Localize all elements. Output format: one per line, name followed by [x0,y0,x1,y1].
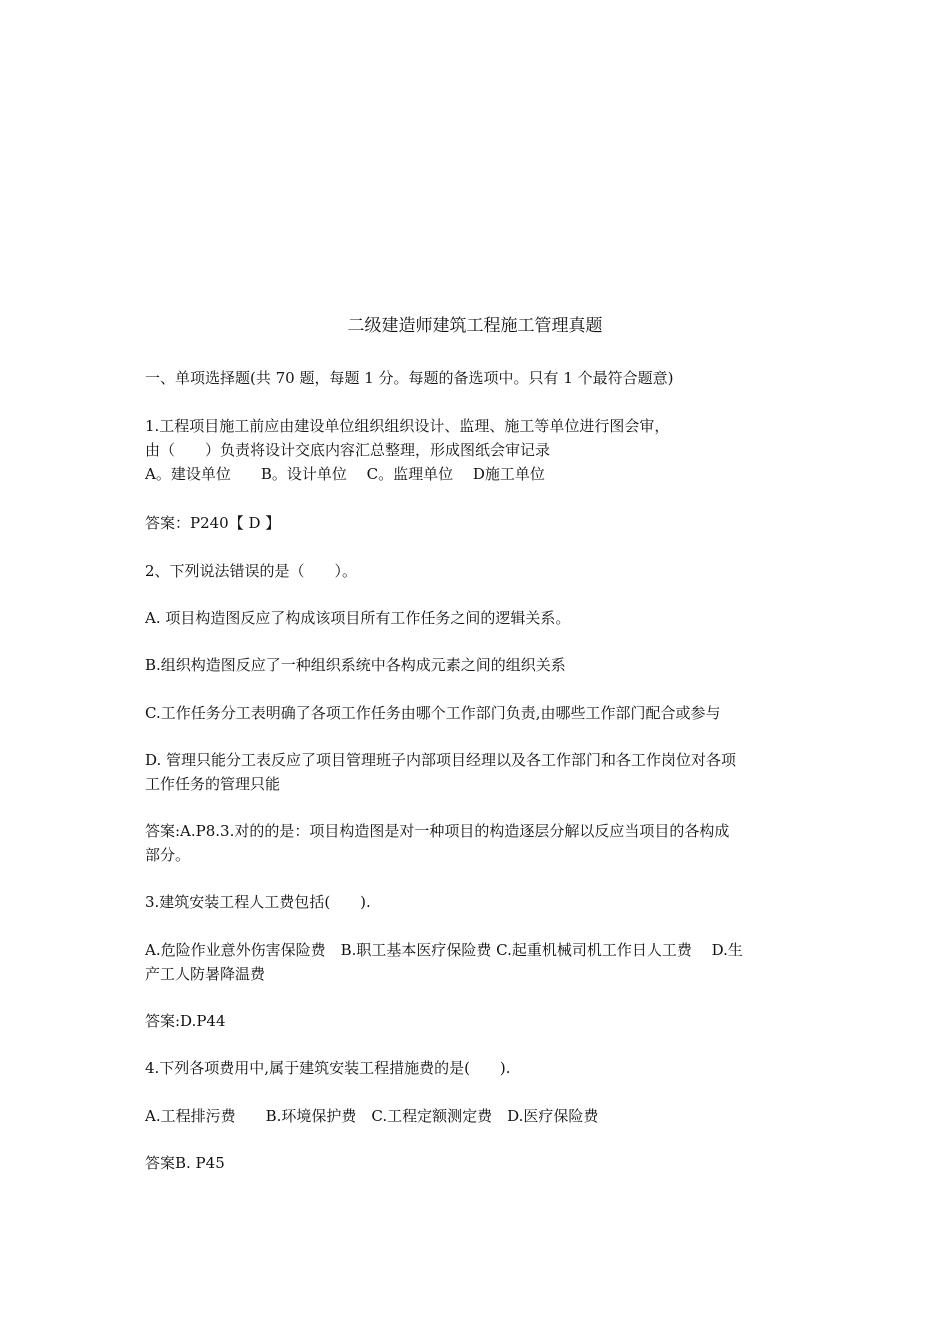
question-2-answer-line-2: 部分。 [145,846,191,864]
question-2-option-a: A. 项目构造图反应了构成该项目所有工作任务之间的逻辑关系。 [145,609,571,627]
question-3-options [145,938,810,986]
question-4-options: A.工程排污费 B.环境保护费 C.工程定额测定费 D.医疗保险费 [145,1107,599,1125]
question-3-options-line-2: 产工人防暑降温费 [145,965,266,983]
question-3-options-line-1: A.危险作业意外伤害保险费 B.职工基本医疗保险费 C.起重机械司机工作日人工费 D.生 [145,941,743,959]
question-1 [145,414,810,486]
question-4-stem: 4.下列各项费用中,属于建筑安装工程措施费的是( ). [145,1059,511,1077]
question-1-answer: 答案：P240【 D 】 [145,514,281,532]
question-1-line-1: 1.工程项目施工前应由建设单位组织组织设计、监理、施工等单位进行图会审， [145,417,670,435]
question-1-options: A。建设单位 B。设计单位 C。监理单位 D施工单位 [145,465,545,483]
question-1-line-2: 由（ ）负责将设计交底内容汇总整理，形成图纸会审记录 [145,441,551,459]
question-2-option-d [145,748,810,796]
question-2-answer [145,819,810,867]
question-2-option-d-line-2: 工作任务的管理只能 [145,775,281,793]
question-4-answer: 答案B. P45 [145,1154,225,1172]
question-2-answer-line-1: 答案:A.P8.3.对的的是：项目构造图是对一种项目的构造逐层分解以反应当项目的各构成 [145,822,730,840]
question-2-stem: 2、下列说法错误的是（ ）。 [145,562,358,580]
section-heading: 一、单项选择题(共 70 题，每题 1 分。每题的备选项中。只有 1 个最符合题意) [145,369,674,387]
question-2-option-b: B.组织构造图反应了一种组织系统中各构成元素之间的组织关系 [145,656,566,674]
question-2-option-c: C.工作任务分工表明确了各项工作任务由哪个工作部门负责,由哪些工作部门配合或参与 [145,704,721,722]
question-3-stem: 3.建筑安装工程人工费包括( ). [145,893,371,911]
question-3-answer: 答案:D.P44 [145,1012,226,1030]
question-2-option-d-line-1: D. 管理只能分工表反应了项目管理班子内部项目经理以及各工作部门和各工作岗位对各项 [145,751,737,769]
document-title: 二级建造师建筑工程施工管理真题 [347,316,603,336]
